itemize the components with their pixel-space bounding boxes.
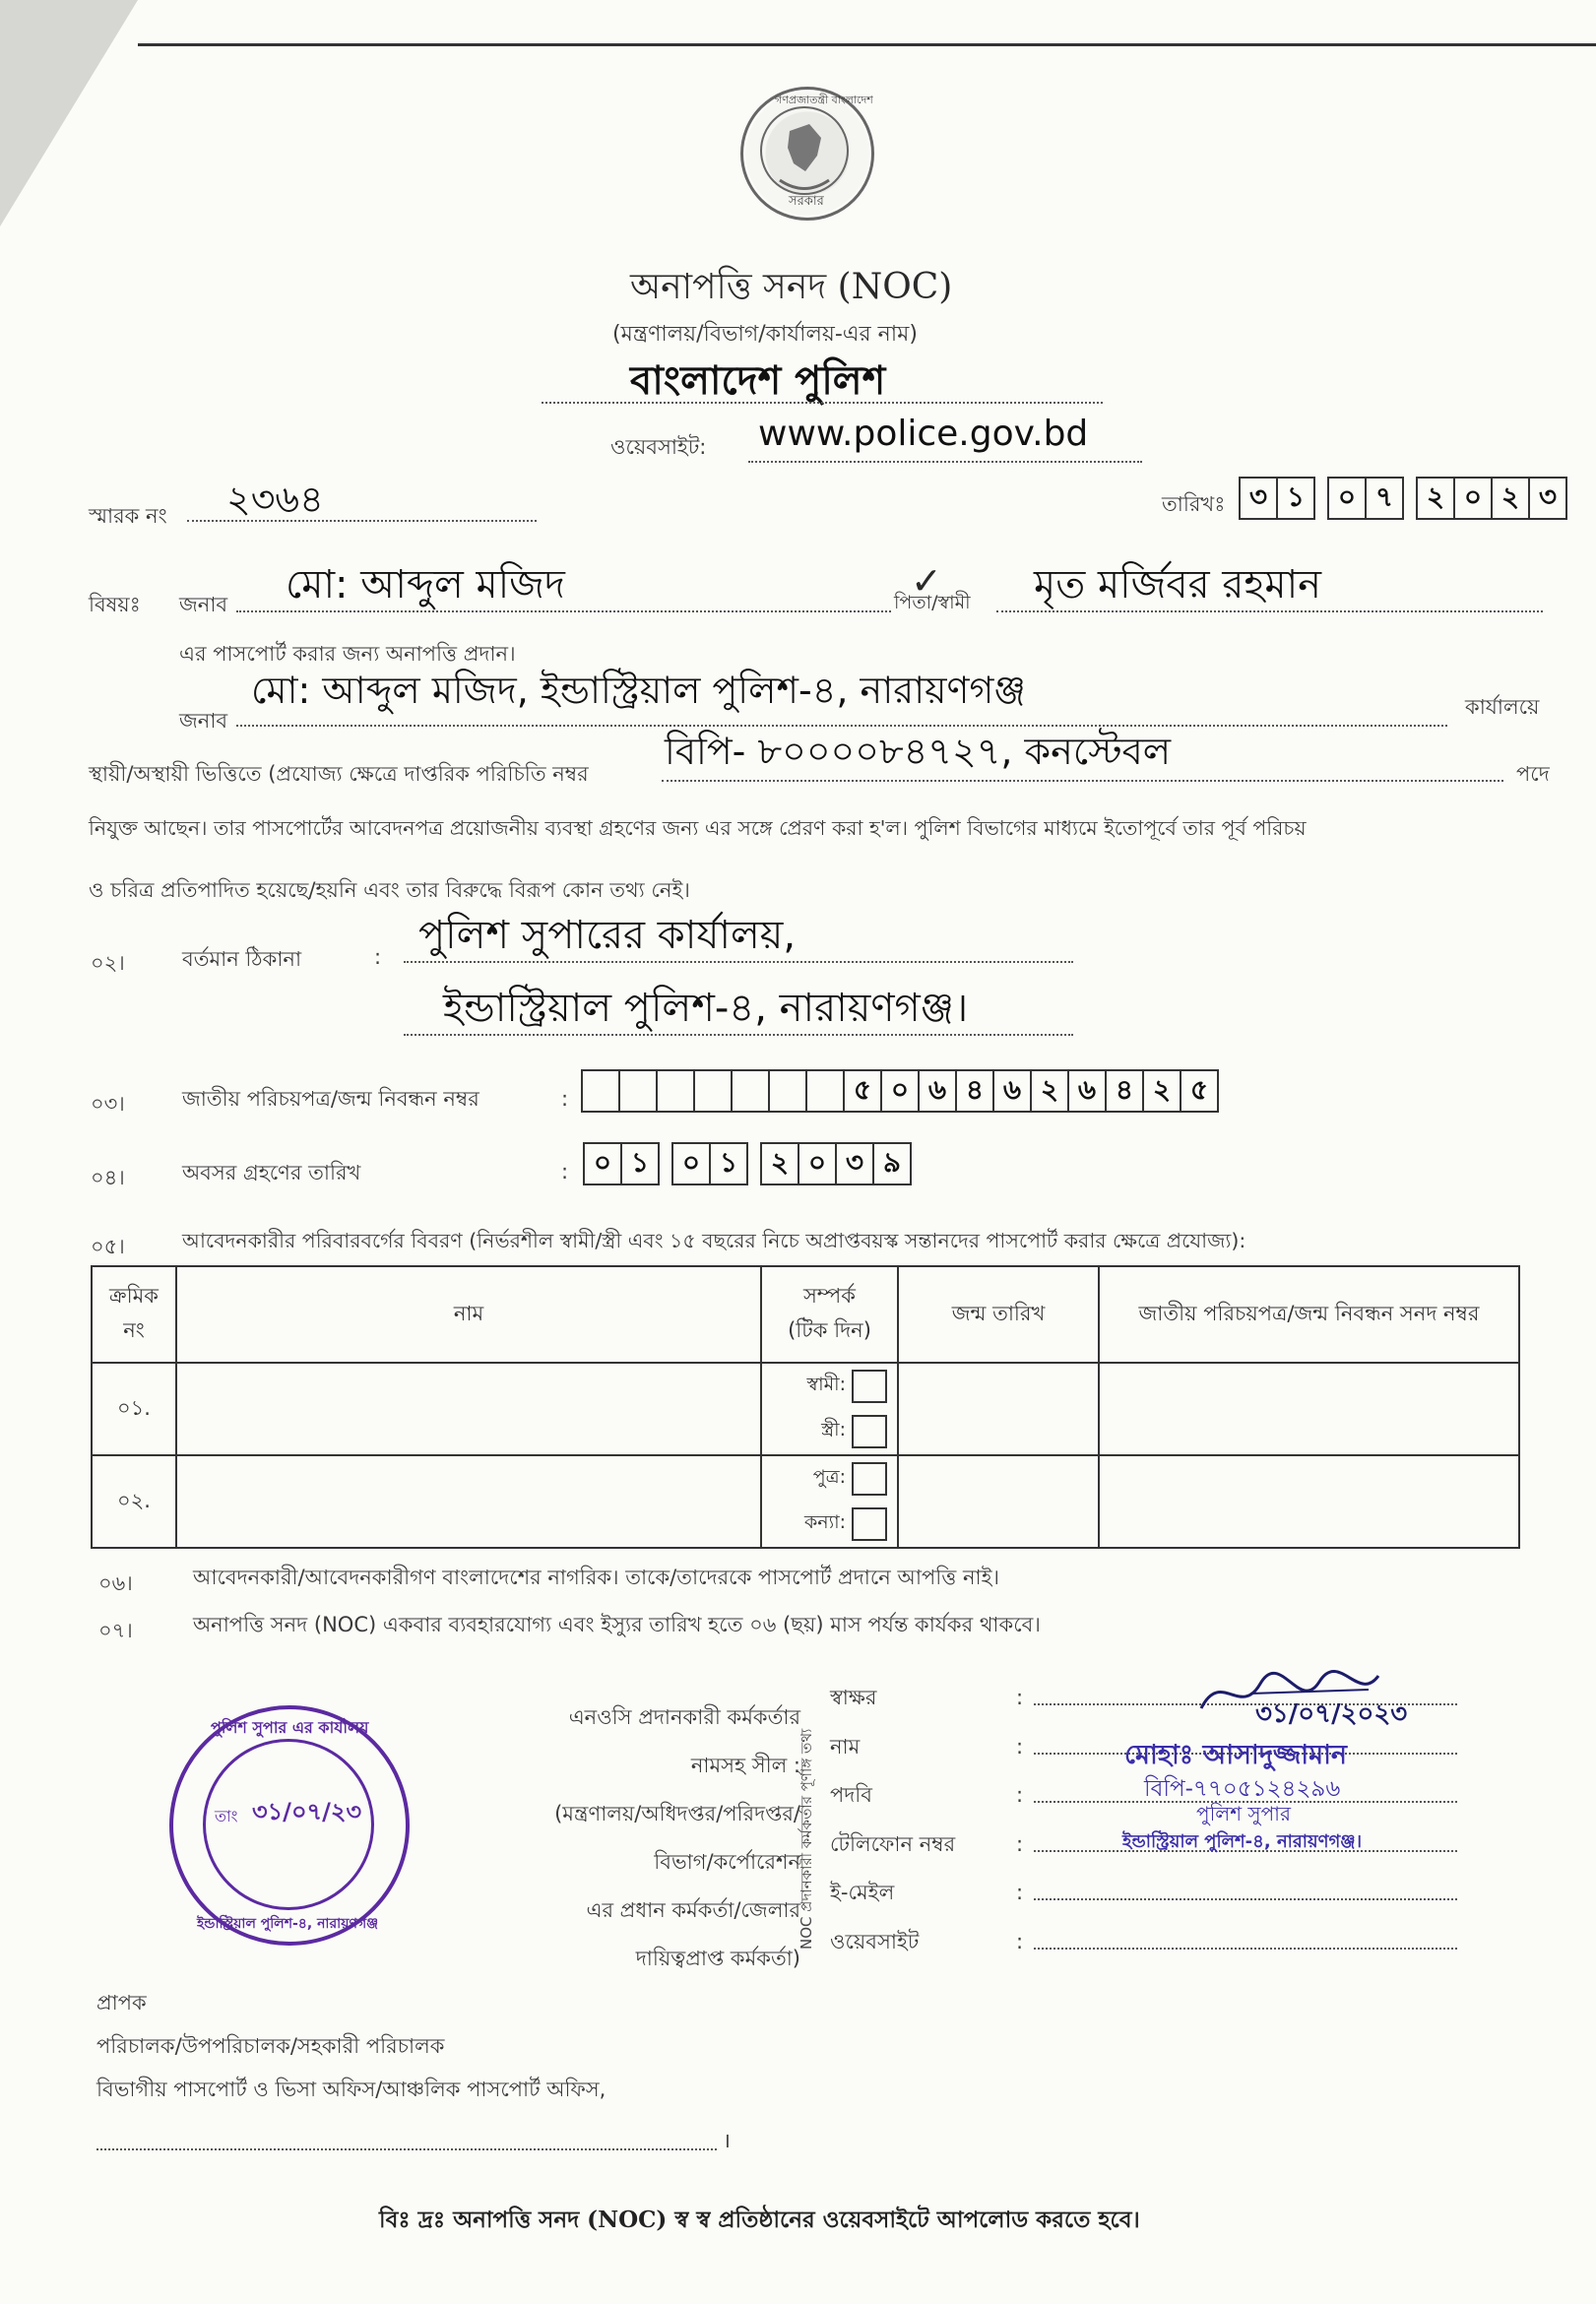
retirement-digit-box[interactable]: ০	[798, 1142, 837, 1185]
relation-daughter-checkbox[interactable]	[852, 1507, 887, 1541]
row-dob-cell[interactable]	[898, 1455, 1099, 1548]
telephone-label: টেলিফোন নম্বর	[830, 1831, 956, 1856]
colon: :	[1016, 1831, 1024, 1856]
round-seal-bottom-text: ইন্ডাস্ট্রিয়াল পুলিশ-৪, নারায়ণগঞ্জ	[197, 1916, 379, 1932]
table-row	[92, 1363, 1519, 1455]
round-seal-date-label: তাং	[215, 1807, 238, 1825]
box-gap	[746, 1142, 760, 1185]
table-row	[92, 1455, 1519, 1548]
officer-name-label: নাম	[830, 1734, 861, 1759]
retirement-digit-box[interactable]: ৩	[835, 1142, 874, 1185]
memo-value: ২৩৬৪	[226, 478, 324, 521]
header-serial-b: নং	[123, 1318, 145, 1342]
retirement-digit-box[interactable]: ২	[760, 1142, 799, 1185]
website-line	[748, 461, 1142, 463]
family-details-text: আবেদনকারীর পরিবারবর্গের বিবরণ (নির্ভরশীল স্বামী/স্ত্রী এবং ১৫ বছরের নিচে অপ্রাপ্তবয়স্ক সন্তানদের পাসপোর্ট করার ক্ষেত্রে প্রযোজ্য):	[182, 1229, 1246, 1252]
row-name-cell[interactable]	[176, 1363, 761, 1455]
item-03-number: ০৩।	[91, 1092, 125, 1116]
address-line2-dots	[404, 1034, 1073, 1036]
document-title: অনাপত্তি সনদ (NOC)	[630, 267, 953, 307]
nid-digit-box[interactable]	[693, 1069, 733, 1113]
subject-label: বিষয়ঃ	[89, 593, 141, 616]
email-label: ই-মেইল	[830, 1881, 895, 1904]
header-serial	[92, 1266, 176, 1363]
box-gap	[1402, 477, 1416, 520]
officer-left-line: এর প্রধান কর্মকর্তা/জেলার	[586, 1898, 800, 1922]
relation-daughter-label: কন্যা:	[803, 1511, 846, 1533]
recipient-line2: বিভাগীয় পাসপোর্ট ও ভিসা অফিস/আঞ্চলিক পাসপোর্ট অফিস,	[96, 2078, 606, 2101]
nid-digit-box[interactable]: ০	[880, 1069, 920, 1113]
stamp-unit: ইন্ডাস্ট্রিয়াল পুলিশ-৪, নারায়ণগঞ্জ।	[1122, 1831, 1363, 1852]
subject-janab: জনাব	[179, 593, 228, 616]
top-border-line	[138, 43, 1596, 46]
official-id-value: বিপি- ৮০০০০৮৪৭২৭, কনস্টেবল	[665, 730, 1172, 773]
nid-digit-box[interactable]: ২	[1142, 1069, 1181, 1113]
officer-left-line: এনওসি প্রদানকারী কর্মকর্তার	[568, 1705, 800, 1729]
recipient-end-mark: ।	[723, 2129, 731, 2152]
office-name-value: বাংলাদেশ পুলিশ	[630, 358, 886, 404]
father-name-line	[996, 610, 1543, 612]
row-nid-cell[interactable]	[1099, 1455, 1519, 1548]
relation-husband-checkbox[interactable]	[852, 1370, 887, 1403]
nid-label: জাতীয় পরিচয়পত্র/জন্ম নিবন্ধন নম্বর	[182, 1087, 479, 1111]
basis-text: স্থায়ী/অস্থায়ী ভিত্তিতে (প্রযোজ্য ক্ষেত্রে দাপ্তরিক পরিচিতি নম্বর	[89, 762, 589, 786]
stamp-bp-number: বিপি-৭৭০৫১২৪২৯৬	[1144, 1776, 1341, 1802]
row-relation-cell	[761, 1455, 898, 1548]
nid-digit-box[interactable]	[656, 1069, 695, 1113]
date-digit-box[interactable]: ৩	[1239, 477, 1278, 520]
nid-digit-box[interactable]: ৫	[1180, 1069, 1219, 1113]
item-02-number: ০২।	[91, 951, 125, 975]
colon: :	[1016, 1734, 1024, 1759]
retirement-digit-box[interactable]: ১	[620, 1142, 660, 1185]
relation-wife-checkbox[interactable]	[852, 1415, 887, 1448]
website-value: www.police.gov.bd	[758, 414, 1089, 454]
date-digit-box[interactable]: ৭	[1365, 477, 1404, 520]
applicant-name-value: মো: আব্দুল মজিদ	[286, 562, 565, 608]
retirement-date-boxes	[583, 1142, 910, 1185]
relation-husband-label: স্বামী:	[806, 1374, 846, 1395]
purpose-text: এর পাসপোর্ট করার জন্য অনাপত্তি প্রদান।	[179, 642, 516, 666]
email-line	[1034, 1898, 1457, 1900]
father-label: পিতা/স্বামী	[894, 592, 971, 613]
current-address-label: বর্তমান ঠিকানা	[182, 947, 302, 971]
address-line1-dots	[404, 961, 1073, 963]
colon: :	[1016, 1881, 1024, 1904]
family-details-table	[91, 1265, 1520, 1549]
retirement-date-label: অবসর গ্রহণের তারিখ	[182, 1161, 361, 1184]
recipient-office-line	[96, 2148, 717, 2150]
relation-son	[762, 1456, 897, 1502]
document-subtitle: (মন্ত্রণালয়/বিভাগ/কার্যালয়-এর নাম)	[612, 322, 918, 347]
date-digit-box[interactable]: ২	[1491, 477, 1530, 520]
website-field-line	[1034, 1948, 1457, 1950]
nid-digit-box[interactable]	[768, 1069, 807, 1113]
folded-corner	[0, 0, 138, 226]
round-seal-date: ৩১/০৭/২৩	[252, 1798, 362, 1825]
post-suffix: পদে	[1516, 762, 1550, 786]
signature-date: ৩১/০৭/২০২৩	[1255, 1699, 1408, 1729]
officer-left-block	[554, 1694, 800, 1983]
current-address-colon: :	[374, 945, 382, 969]
date-digit-box[interactable]: ০	[1453, 477, 1493, 520]
recipient-line1: পরিচালক/উপপরিচালক/সহকারী পরিচালক	[96, 2034, 445, 2058]
round-seal-top-text: পুলিশ সুপার এর কার্যালয়	[211, 1718, 369, 1737]
relation-wife	[762, 1409, 897, 1454]
row-serial: ০২.	[92, 1455, 176, 1548]
table-header-row	[92, 1266, 1519, 1363]
header-dob: জন্ম তারিখ	[898, 1266, 1099, 1363]
officer-designation-label: পদবি	[830, 1783, 872, 1807]
box-gap	[658, 1142, 671, 1185]
retirement-date-colon: :	[561, 1160, 569, 1184]
retirement-digit-box[interactable]: ০	[583, 1142, 622, 1185]
relation-daughter	[762, 1502, 897, 1547]
colon: :	[1016, 1686, 1024, 1709]
nid-digit-box[interactable]: ৫	[843, 1069, 882, 1113]
retirement-digit-box[interactable]: ৯	[872, 1142, 912, 1185]
current-address-line2: ইন্ডাস্ট্রিয়াল পুলিশ-৪, নারায়ণগঞ্জ।	[443, 986, 969, 1031]
retirement-digit-box[interactable]: ০	[671, 1142, 711, 1185]
row-name-cell[interactable]	[176, 1455, 761, 1548]
citizenship-text: আবেদনকারী/আবেদনকারীগণ বাংলাদেশের নাগরিক। তাকে/তাদেরকে পাসপোর্ট প্রদানে আপত্তি নাই।	[193, 1566, 1000, 1589]
colon: :	[1016, 1929, 1024, 1953]
nid-digit-box[interactable]	[581, 1069, 620, 1113]
nid-digit-box[interactable]: ৪	[1105, 1069, 1144, 1113]
applicant-name-line	[236, 610, 891, 612]
office-name-line	[542, 402, 1103, 404]
office-suffix: কার্যালয়ে	[1465, 695, 1540, 719]
officer-field-colons	[1016, 1674, 1023, 1966]
government-seal	[740, 87, 874, 221]
officer-vertical-note: NOC প্রদানকারী কর্মকর্তার পূর্ণাঙ্গ তথ্য	[798, 1728, 815, 1950]
nid-digit-box[interactable]: ৬	[992, 1069, 1032, 1113]
website-label: ওয়েবসাইট:	[610, 435, 707, 459]
nid-digit-box[interactable]: ২	[1030, 1069, 1069, 1113]
nid-digit-box[interactable]: ৬	[1067, 1069, 1107, 1113]
nid-digit-box[interactable]: ৪	[955, 1069, 994, 1113]
website-field-label: ওয়েবসাইট	[830, 1929, 920, 1953]
header-relation-a: সম্পর্ক	[803, 1284, 856, 1308]
footer-note: বিঃ দ্রঃ অনাপত্তি সনদ (NOC) স্ব স্ব প্রতিষ্ঠানের ওয়েবসাইটে আপলোড করতে হবে।	[379, 2207, 1140, 2233]
item-04-number: ০৪।	[91, 1166, 125, 1189]
nid-boxes	[581, 1069, 1217, 1113]
officer-left-line: বিভাগ/কর্পোরেশন	[654, 1850, 800, 1874]
memo-line	[187, 520, 537, 522]
official-id-line	[662, 780, 1503, 782]
date-digit-box[interactable]: ১	[1276, 477, 1315, 520]
header-name: নাম	[176, 1266, 761, 1363]
body-janab: জনাব	[179, 709, 228, 733]
relation-son-checkbox[interactable]	[852, 1462, 887, 1496]
colon: :	[1016, 1783, 1024, 1807]
officer-left-line: দায়িত্বপ্রাপ্ত কর্মকর্তা)	[635, 1947, 800, 1970]
officer-left-line: (মন্ত্রণালয়/অধিদপ্তর/পরিদপ্তর/	[554, 1802, 800, 1825]
date-digit-box[interactable]: ৩	[1528, 477, 1567, 520]
nid-colon: :	[561, 1087, 569, 1111]
nid-digit-box[interactable]: ৬	[918, 1069, 957, 1113]
tick-mark-icon: ✓	[911, 559, 942, 603]
body-paragraph-line2: ও চরিত্র প্রতিপাদিত হয়েছে/হয়নি এবং তার বিরুদ্ধে বিরূপ কোন তথ্য নেই।	[89, 878, 690, 902]
date-digit-box[interactable]: ২	[1416, 477, 1455, 520]
row-nid-cell[interactable]	[1099, 1363, 1519, 1455]
header-nid: জাতীয় পরিচয়পত্র/জন্ম নিবন্ধন সনদ নম্বর	[1099, 1266, 1519, 1363]
row-dob-cell[interactable]	[898, 1363, 1099, 1455]
item-07-number: ০৭।	[98, 1619, 133, 1642]
relation-son-label: পুত্র:	[812, 1466, 846, 1488]
header-relation-b: (টিক দিন)	[788, 1318, 871, 1342]
header-serial-a: ক্রমিক	[109, 1284, 159, 1308]
relation-wife-label: স্ত্রী:	[821, 1419, 846, 1440]
box-gap	[1313, 477, 1327, 520]
officer-field-labels	[830, 1674, 955, 1966]
date-digit-box[interactable]: ০	[1327, 477, 1367, 520]
nid-digit-box[interactable]	[731, 1069, 770, 1113]
retirement-digit-box[interactable]: ১	[709, 1142, 748, 1185]
office-round-seal	[169, 1705, 410, 1946]
signature-label: স্বাক্ষর	[830, 1686, 877, 1709]
validity-text: অনাপত্তি সনদ (NOC) একবার ব্যবহারযোগ্য এবং ইস্যুর তারিখ হতে ০৬ (ছয়) মাস পর্যন্ত কার্যকর থাকবে।	[193, 1613, 1041, 1636]
item-06-number: ০৬।	[98, 1571, 133, 1595]
seal-bottom-text: সরকার	[789, 194, 824, 209]
stamp-designation: পুলিশ সুপার	[1196, 1802, 1291, 1825]
header-relation	[761, 1266, 898, 1363]
office-value: মো: আব্দুল মজিদ, ইন্ডাস্ট্রিয়াল পুলিশ-৪, নারায়ণগঞ্জ	[251, 669, 1026, 712]
nid-digit-box[interactable]	[618, 1069, 658, 1113]
memo-label: স্মারক নং	[89, 504, 167, 528]
recipient-label: প্রাপক	[96, 1991, 147, 2015]
seal-ring-text: গণপ্রজাতন্ত্রী বাংলাদেশ	[775, 94, 873, 106]
father-name-value: মৃত মর্জিবর রহমান	[1034, 562, 1322, 608]
row-relation-cell	[761, 1363, 898, 1455]
date-boxes	[1239, 477, 1565, 520]
item-05-number: ০৫।	[91, 1235, 125, 1258]
current-address-line1: পুলিশ সুপারের কার্যালয়,	[418, 913, 797, 958]
officer-left-line: নামসহ সীল :	[690, 1754, 800, 1777]
body-paragraph-line1: নিযুক্ত আছেন। তার পাসপোর্টের আবেদনপত্র প্রয়োজনীয় ব্যবস্থা গ্রহণের জন্য এর সঙ্গে প্রেরণ করা হ'ল। পুলিশ বিভাগের মাধ্যমে ইতোপূর্বে তার পূর্ব পরিচয়	[89, 816, 1307, 840]
stamp-name: মোহাঃ আসাদুজ্জামান	[1124, 1740, 1348, 1770]
relation-husband	[762, 1364, 897, 1409]
row-serial: ০১.	[92, 1363, 176, 1455]
nid-digit-box[interactable]	[805, 1069, 845, 1113]
date-label: তারিখঃ	[1162, 492, 1226, 516]
